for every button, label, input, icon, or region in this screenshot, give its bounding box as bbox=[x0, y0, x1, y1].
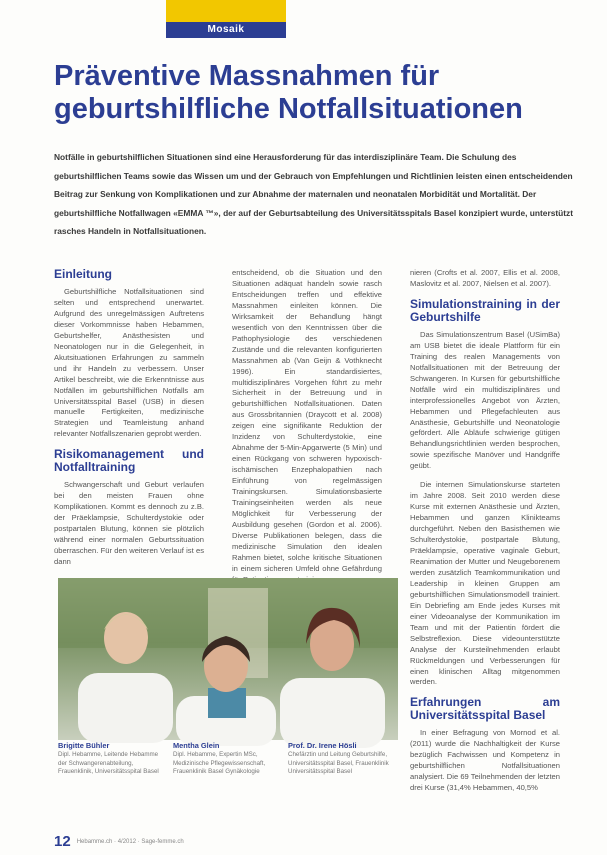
paragraph-risikomanagement: Schwangerschaft und Geburt verlaufen bei den meisten Frauen ohne Komplikationen. Kommt es dennoch zu z.B. der Präeklampsie, Schulterdystokie oder postpartalen Blutung, können sie plötzlich während einer normalen Geburtssituation überraschen. Für den weiteren Verlauf ist es dann bbox=[54, 480, 204, 567]
page-footer bbox=[54, 833, 184, 850]
paragraph-erfahrungen: In einer Befragung von Mornod et al. (2011) wurde die Nachhaltigkeit der Kurse bezüglich Fachwissen und Kompetenz in geburtshilflichen Notfallsituationen analysiert. Die 69 Teilnehmenden der letzten drei Kurse (31,4% Hebammen, 40,5% bbox=[410, 728, 560, 793]
column-3 bbox=[410, 268, 560, 846]
caption-2 bbox=[173, 742, 283, 777]
column-2 bbox=[232, 268, 382, 573]
paragraph-einleitung: Geburtshilfliche Notfallsituationen sind selten und entsprechend unerwartet. Aufgrund des unregelmässigen Auftretens dieser Vorkommnisse haben Hebammen, Geburtshelfer, Anästhesisten und Neonatologen nur in die Gelegenheit, in Akutsituationen Erfahrungen zu sammeln und ihr Handeln zu verbessern. Unser Artikel beschreibt, wie die Erkenntnisse aus Notfällen im geburtshilflichen Notfalls am Universitätsspital Basel (USB) in diesen manuelle Fertigkeiten, medizinische Strategien und Teamleistung anhand relevanter Notfallszenarien geprobt werden. bbox=[54, 287, 204, 439]
page-number: 12 bbox=[54, 833, 71, 850]
team-photo bbox=[58, 578, 398, 740]
paragraph-simulationstraining-2: Die internen Simulationskurse starteten im Jahre 2008. Seit 2010 werden diese Kurse mit externen Anästhesie und Ärzten, Hebammen und ganzen Klinikteams durchgeführt. Neben den Basisthemen wie Schulterdystokie, postpartale Blutung, Präeklampsie, operative vaginale Geburt, Reanimation der Mutter und Neugeborenem werden zusätzlich Teamkommunikation und Leadership in kleinen Gruppen am geburtshilflichen Simulationsmodell trainiert. Ein Debriefing am Ende jedes Kurses mit einer Videoanalyse der Kommunikation im Team und mit der Patientin fördert die Selbstreflexion. Diese videounterstützte Analyse der Kursteilnehmenden erlaubt Rückmeldungen und Verbesserungen für einen klinischen Alltag mitgenommen werden. bbox=[410, 480, 560, 687]
article-lead: Notfälle in geburtshilflichen Situationen sind eine Herausforderung für das interdisziplinäre Team. Die Schulung des geburtshilflichen Teams sowie das Wissen um und der Gebrauch von Empfehlungen und Richtlinien leisten einen entscheidenden Beitrag zur Senkung von Komplikationen und zur Abnahme der maternalen und neonatalen Morbidität und Mortalität. Der geburtshilfliche Notfallwagen «EMMA ™», der auf der Geburtsabteilung des Universitätsspitals Basel konzipiert wurde, unterstützt rasches Handeln in Notfallsituationen. bbox=[54, 152, 574, 237]
caption-1-text: Dipl. Hebamme, Leitende Hebamme der Schwangerenabteilung, Frauenklinik, Universitätsspital Basel bbox=[58, 751, 159, 776]
caption-1-name: Brigitte Bühler bbox=[58, 741, 110, 750]
section-tag bbox=[166, 0, 286, 38]
heading-einleitung: Einleitung bbox=[54, 267, 112, 281]
caption-3-text: Chefärztin und Leitung Geburtshilfe, Universitätsspital Basel, Frauenklinik Universitätsspital Basel bbox=[288, 751, 389, 776]
article-title: Präventive Massnahmen für geburtshilfliche Notfallsituationen bbox=[54, 60, 523, 125]
heading-simulationstraining: Simulationstraining in der Geburtshilfe bbox=[410, 296, 560, 324]
column-1 bbox=[54, 268, 204, 576]
photo-captions bbox=[58, 742, 403, 812]
paragraph-column-3-intro: nieren (Crofts et al. 2007, Ellis et al. 2008, Maslovitz et al. 2007, Nielsen et al. 2007). bbox=[410, 268, 560, 288]
issue-info: Hebamme.ch · 4/2012 · Sage-femme.ch bbox=[76, 839, 184, 846]
caption-2-name: Mentha Glein bbox=[173, 741, 220, 750]
caption-2-text: Dipl. Hebamme, Expertin MSc, Medizinische Pflegewissenschaft, Frauenklinik Basel Gynäkologie bbox=[173, 751, 266, 776]
heading-risikomanagement: Risikomanagement und Notfalltraining bbox=[54, 447, 204, 475]
caption-3-name: Prof. Dr. Irene Hösli bbox=[288, 741, 357, 750]
paragraph-simulationstraining-1: Das Simulationszentrum Basel (USimBa) am USB bietet die ideale Plattform für ein Training des realen Managements von Notfallsituationen mit der Betreuung der Schwangeren. In Kursen für geburtshilfliche Notfälle wird ein multidisziplinäres und interprofessionelles Angebot von Ärzten, Hebammen und Pflegefachleuten aus Anästhesie, Geburtshilfe und Neonatologie gefördert. Alle Abläufe schwierige gütigen Behandlungsrichtlinien werden besprochen, sowie spezifische Manöver und Handgriffe geübt. bbox=[410, 329, 560, 471]
section-tag-bar bbox=[166, 0, 286, 22]
section-tag-label: Mosaik bbox=[166, 22, 286, 38]
team-photo-illustration bbox=[58, 578, 398, 740]
paragraph-column-2: entscheidend, ob die Situation und den Situationen adäquat handeln sowie rasch Entscheidungen treffen und effektive Massnahmen einleiten können. Die Wirksamkeit der Behandlung hängt wesentlich von den Kenntnissen über die Pathophysiologie des verschiedenen Zustände und die relevanten konfigurierten Massnahmen ab (Van Geijn & Vothknecht 1996). Ein standardisiertes, multidisziplinäres Vorgehen führt zu mehr Sicherheit in der Betreuung und in geburtshilflichen Notfallsituationen. Daten aus Grossbritannien (Draycott et al. 2008) zeigen eine signifikante Reduktion der Inzidenz von Schulterdystokie, eine Abnahme der 5-Min-Apgarwerte (5 Min) und einen Rückgang von schweren hypoxisch-ischämischen Enzephalopathien nach Einführung von regelmässigen Trainingskursen. Simulationsbasierte Trainingseinheiten werden als neue Möglichkeit für Verbesserung der Ausbildung gesehen (Gordon et al. 2006). Diverse Publikationen belegen, dass die medizinische Simulation den idealen Rahmen bietet, solche kritische Situationen in einem sicheren Umfeld ohne Gefährdung bbox=[232, 268, 382, 573]
heading-erfahrungen: Erfahrungen am Universitätsspital Basel bbox=[410, 695, 560, 723]
caption-1 bbox=[58, 742, 168, 777]
caption-3 bbox=[288, 742, 398, 777]
